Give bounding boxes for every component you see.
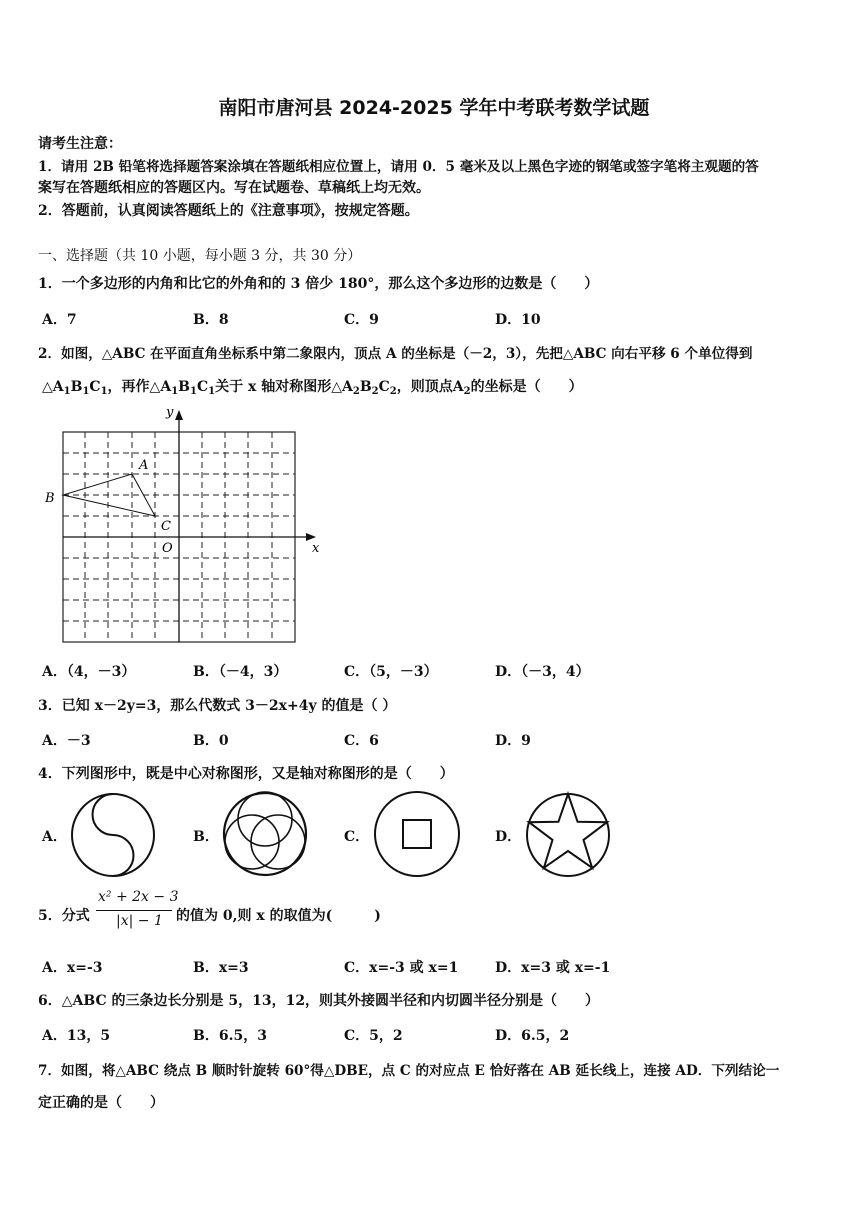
label-a: A <box>139 458 149 473</box>
q4-figure-c-icon <box>373 790 461 878</box>
q1-option-a[interactable]: A．7 <box>42 312 77 328</box>
x-axis-arrow-icon <box>306 533 316 541</box>
label-o: O <box>162 541 173 556</box>
notice-line-1b: 案写在答题纸相应的答题区内。写在试题卷、草稿纸上均无效。 <box>38 180 430 196</box>
q1-stem: 1．一个多边形的内角和比它的外角和的 3 倍少 180°，那么这个多边形的边数是（ ） <box>38 276 599 292</box>
label-b: B <box>45 491 55 506</box>
q3-option-a[interactable]: A．－3 <box>42 733 91 749</box>
q3-option-b[interactable]: B．0 <box>193 733 229 749</box>
label-c: C <box>161 519 171 534</box>
q2-option-a[interactable]: A．（4，－3） <box>42 664 136 680</box>
q4-figure-a-icon <box>70 792 156 878</box>
q1-option-c[interactable]: C．9 <box>344 312 379 328</box>
q7-stem: 7．如图，将△ABC 绕点 B 顺时针旋转 60°得△DBE，点 C 的对应点 E 恰好落在 AB 延长线上，连接 AD．下列结论一 <box>38 1063 780 1079</box>
q7-stem-line2: 定正确的是（ ） <box>38 1095 164 1111</box>
q3-option-c[interactable]: C．6 <box>344 733 379 749</box>
q5-denominator: |x| − 1 <box>116 913 163 929</box>
fraction-bar <box>96 910 172 911</box>
q5-option-c[interactable]: C．x=-3 或 x=1 <box>344 960 459 976</box>
q2-stem-line2: $\triangle A_1B_1C_1$，再作$\triangle A_1B_1C_1$关于 x 轴对称图形$\triangle A_2B_2C_2$，则顶点$A_2$的坐标是（ ） <box>42 379 583 397</box>
q3-option-d[interactable]: D．9 <box>495 733 531 749</box>
q2-option-c[interactable]: C．（5，－3） <box>344 664 438 680</box>
q4-option-a[interactable]: A． <box>42 829 67 845</box>
q1-option-b[interactable]: B．8 <box>193 312 229 328</box>
q5-option-a[interactable]: A．x=-3 <box>42 960 103 976</box>
q5-prefix: 5．分式 <box>38 908 90 924</box>
page-title: 南阳市唐河县 2024-2025 学年中考联考数学试题 <box>218 97 650 119</box>
q2-option-b[interactable]: B．（－4，3） <box>193 664 288 680</box>
q5-option-d[interactable]: D．x=3 或 x=-1 <box>495 960 611 976</box>
label-y: y <box>166 405 174 420</box>
q6-option-c[interactable]: C．5，2 <box>344 1028 403 1044</box>
notice-heading: 请考生注意： <box>38 136 122 152</box>
q3-stem: 3．已知 x－2y=3，那么代数式 3－2x+4y 的值是（ ） <box>38 698 397 714</box>
q6-option-d[interactable]: D．6.5，2 <box>495 1028 570 1044</box>
q6-option-b[interactable]: B．6.5，3 <box>193 1028 267 1044</box>
q6-option-a[interactable]: A．13，5 <box>42 1028 111 1044</box>
notice-line-1: 1．请用 2B 铅笔将选择题答案涂填在答题纸相应位置上，请用 0．5 毫米及以上黑色字迹的钢笔或签字笔将主观题的答 <box>38 159 759 175</box>
q2-option-d[interactable]: D．（－3，4） <box>495 664 590 680</box>
q2-coordinate-figure <box>40 402 330 650</box>
q5-option-b[interactable]: B．x=3 <box>193 960 249 976</box>
notice-line-2: 2．答题前，认真阅读答题纸上的《注意事项》，按规定答题。 <box>38 203 419 219</box>
q4-stem: 4．下列图形中，既是中心对称图形，又是轴对称图形的是（ ） <box>38 766 454 782</box>
q4-option-b[interactable]: B． <box>193 829 219 845</box>
q1-option-d[interactable]: D．10 <box>495 312 541 328</box>
q4-figure-b-icon <box>219 790 311 878</box>
q4-figure-d-icon <box>525 792 611 878</box>
label-x: x <box>312 541 320 556</box>
q4-option-d[interactable]: D． <box>495 829 522 845</box>
q5-fraction <box>96 889 179 939</box>
q2-stem: 2．如图，△ABC 在平面直角坐标系中第二象限内，顶点 A 的坐标是（－2，3），先把△ABC 向右平移 6 个单位得到 <box>38 346 753 362</box>
q4-option-c[interactable]: C． <box>344 829 370 845</box>
q6-stem: 6．△ABC 的三条边长分别是 5，13，12，则其外接圆半径和内切圆半径分别是（ ） <box>38 993 600 1009</box>
y-axis-arrow-icon <box>175 410 183 420</box>
section-heading: 一、选择题（共 10 小题，每小题 3 分，共 30 分） <box>38 248 362 264</box>
q5-numerator: x² + 2x − 3 <box>98 889 179 905</box>
q5-suffix: 的值为 0,则 x 的取值为( ) <box>176 908 381 924</box>
